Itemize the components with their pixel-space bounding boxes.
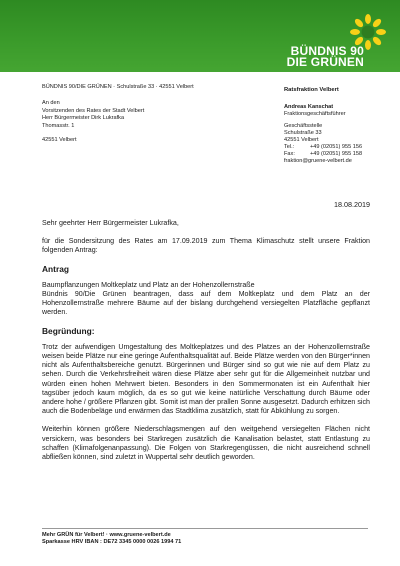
fax-number: +49 (02051) 955 158 [310, 150, 363, 157]
begruendung-paragraph-1: Trotz der aufwendigen Umgestaltung des Moltkeplatzes und des Platzes an der Hohenzollernstraße weisen beide Plätze nur eine geringe Aufenthaltsqualität auf. Beide Plätze werden von den Bürger*innen nicht als Aufenthaltsbereiche genutzt. Bürgerinnen und Bürger sind so gut wie nie auf dem Platz zu sehen. Durch die Verkehrsfreiheit wären diese Plätze aber sehr gut für die Allgemeinheit nutzbar und würden einen hohen Mehrwert bieten. Besonders in den Sommermonaten ist ein Aufenthalt hier tagsüber jedoch kaum möglich, da es so gut wie keine natürliche Verschattung durch Bäume oder andere hohe / größere Pflanzen gibt. Somit ist man der prallen Sonne ausgesetzt. Dadurch erhitzen sich auch die Bodenbeläge und erwärmen das Stadtklima zusätzlich, statt für Abkühlung zu sorgen. [42, 342, 370, 416]
faction-title: Ratsfraktion Velbert [284, 87, 339, 93]
fax-label: Fax: [284, 150, 295, 157]
antrag-text: Bündnis 90/Die Grünen beantragen, dass auf dem Moltkeplatz und dem Platz an der Hohenzollernstraße mehrere Bäume auf der bislang durchgehend versiegelten Platzfläche gepflanzt werden. [42, 290, 370, 317]
letter-body [42, 219, 370, 469]
recipient-address [42, 100, 144, 145]
footer-slogan: Mehr GRÜN für Velbert! · www.gruene-velbert.de [42, 532, 171, 538]
intro-paragraph: für die Sondersitzung des Rates am 17.09.2019 zum Thema Klimaschutz stellt unsere Fraktion folgenden Antrag: [42, 237, 370, 255]
letter-date: 18.08.2019 [334, 200, 370, 209]
recipient-line: Thomasstr. 1 [42, 122, 75, 129]
email-link[interactable]: fraktion@gruene-velbert.de [284, 157, 352, 164]
phone-number: +49 (02051) 955 156 [310, 143, 363, 150]
antrag-heading: Antrag [42, 263, 69, 274]
recipient-line: Vorsitzenden des Rates der Stadt Velbert [42, 107, 145, 114]
recipient-line: An den [42, 100, 60, 106]
recipient-city: 42551 Velbert [42, 137, 77, 144]
fax-row [284, 151, 394, 158]
begruendung-paragraph-2: Weiterhin können größere Niederschlagsmengen auf den weitgehend versiegelten Flächen nicht versickern, was besonders bei Starkregen zusätzlich die Kanalisation belastet, statt Entlastung zu schaffen (Klimafolgenanpassung). Die Folgen von Starkregengüssen, die nicht ausreichend schnell abfließen können, sind zuletzt in Wuppertal sehr deutlich geworden. [42, 425, 370, 462]
party-logo [284, 6, 392, 69]
office-label: Geschäftsstelle [284, 122, 323, 129]
logo-line-2: DIE GRÜNEN [286, 55, 364, 69]
footer [42, 532, 181, 547]
logo-line-1: BÜNDNIS 90 [290, 44, 364, 58]
footer-divider [42, 528, 368, 529]
begruendung-heading: Begründung: [42, 325, 95, 336]
sender-line: BÜNDNIS 90/DIE GRÜNEN · Schulstraße 33 · 42551 Velbert [42, 84, 194, 90]
contact-name: Andreas Kanschat [284, 104, 334, 111]
faction-contact-block [284, 87, 394, 165]
phone-label: Tel.: [284, 143, 295, 150]
office-city: 42551 Velbert [284, 136, 319, 143]
recipient-line: Herr Bürgermeister Dirk Lukrafka [42, 115, 125, 122]
contact-role: Fraktionsgeschäftsführer [284, 111, 346, 118]
antrag-subject: Baumpflanzungen Moltkeplatz und Platz an der Hohenzollernstraße [42, 280, 255, 289]
phone-row [284, 144, 394, 151]
office-street: Schulstraße 33 [284, 129, 322, 136]
footer-bank: Sparkasse HRV IBAN : DE72 3345 0000 0026 1994 71 [42, 539, 182, 546]
salutation: Sehr geehrter Herr Bürgermeister Lukrafka, [42, 219, 179, 227]
